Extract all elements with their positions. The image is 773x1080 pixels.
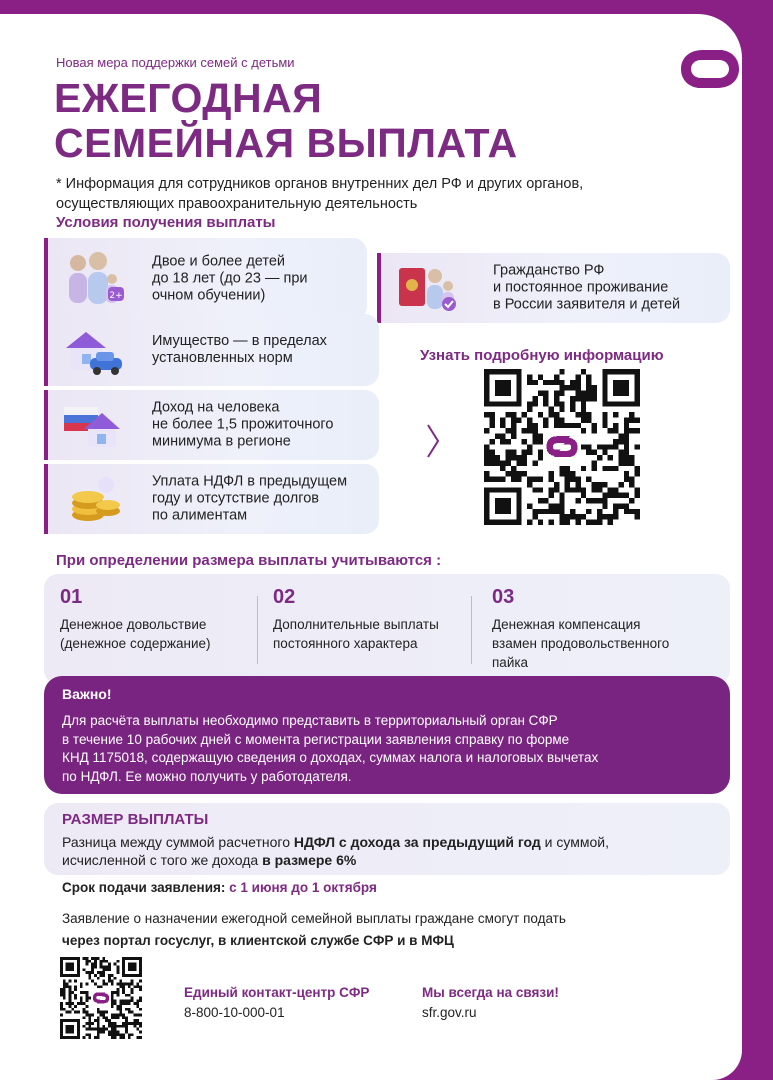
- payment-size-panel: [44, 803, 730, 875]
- payment-size-heading: РАЗМЕР ВЫПЛАТЫ: [62, 811, 209, 828]
- condition-card: [44, 238, 367, 320]
- svg-text:2+: 2+: [109, 291, 123, 301]
- condition-card: [44, 464, 379, 534]
- condition-text: Имущество — в пределах установленных норм: [152, 333, 327, 366]
- family-icon: [60, 249, 126, 309]
- condition-card: [44, 314, 379, 386]
- factors-panel: [44, 574, 730, 684]
- passport-family-icon: [393, 258, 459, 318]
- header-subtitle: Новая мера поддержки семей с детьми: [56, 55, 295, 70]
- title-line-1: ЕЖЕГОДНАЯ: [54, 75, 323, 121]
- apply-info: Заявление о назначении ежегодной семейной выплаты граждане смогут подать через портал госуслуг, в клиентской службе СФР и в МФЦ: [62, 911, 566, 948]
- factors-title: При определении размера выплаты учитываются :: [56, 552, 442, 569]
- condition-text: Гражданство РФ и постоянное проживание в России заявителя и детей: [493, 262, 681, 313]
- website: Мы всегда на связи! sfr.gov.ru: [422, 983, 559, 1023]
- chevron-right-icon: [424, 421, 442, 461]
- poster: [0, 14, 742, 1080]
- important-heading: Важно!: [62, 686, 112, 702]
- factor-item: 03 Денежная компенсация взамен продовольственного пайка: [492, 586, 670, 670]
- condition-card: [44, 390, 379, 460]
- qr-code[interactable]: [484, 369, 640, 525]
- contact-center: Единый контакт-центр СФР 8-800-10-000-01: [184, 983, 369, 1023]
- divider: [257, 596, 258, 664]
- condition-text: Доход на человека не более 1,5 прожиточного минимума в регионе: [152, 399, 334, 450]
- note-line-1: * Информация для сотрудников органов внутренних дел РФ и других органов,: [56, 176, 584, 192]
- qr-title: Узнать подробную информацию: [420, 347, 664, 364]
- condition-card: [377, 253, 730, 323]
- deadline: Срок подачи заявления: с 1 июня до 1 октября: [62, 880, 377, 895]
- header-note: [56, 174, 696, 214]
- qr-code-small[interactable]: [60, 957, 142, 1039]
- payment-size-body: Разница между суммой расчетного НДФЛ с дохода за предыдущий год и суммой, исчисленной с того же дохода в размере 6%: [62, 834, 609, 868]
- sfr-logo-icon: [677, 44, 742, 94]
- condition-text: Двое и более детей до 18 лет (до 23 — при очном обучении): [152, 253, 308, 304]
- house-flag-icon: [60, 395, 126, 455]
- important-body: Для расчёта выплаты необходимо представить в территориальный орган СФР в течение 10 рабочих дней с момента регистрации заявления справку по форме КНД 1175018, содержащую сведения о доходах, суммах налога и налоговых вычетах по НДФЛ. Ее можно получить у работодателя.: [62, 713, 599, 784]
- divider: [471, 596, 472, 664]
- factor-item: 01 Денежное довольствие (денежное содержание): [60, 586, 211, 651]
- house-car-icon: [60, 320, 126, 380]
- title-line-2: СЕМЕЙНАЯ ВЫПЛАТА: [54, 120, 518, 166]
- coins-icon: [60, 469, 126, 529]
- conditions-title: Условия получения выплаты: [56, 214, 276, 231]
- condition-text: Уплата НДФЛ в предыдущем году и отсутствие долгов по алиментам: [152, 473, 348, 524]
- phone-link[interactable]: 8-800-10-000-01: [184, 1005, 285, 1020]
- note-line-2: осуществляющих правоохранительную деятельность: [56, 196, 418, 212]
- important-panel: [44, 676, 730, 794]
- page-title: [54, 76, 518, 166]
- website-link[interactable]: sfr.gov.ru: [422, 1005, 477, 1020]
- factor-item: 02 Дополнительные выплаты постоянного характера: [273, 586, 439, 651]
